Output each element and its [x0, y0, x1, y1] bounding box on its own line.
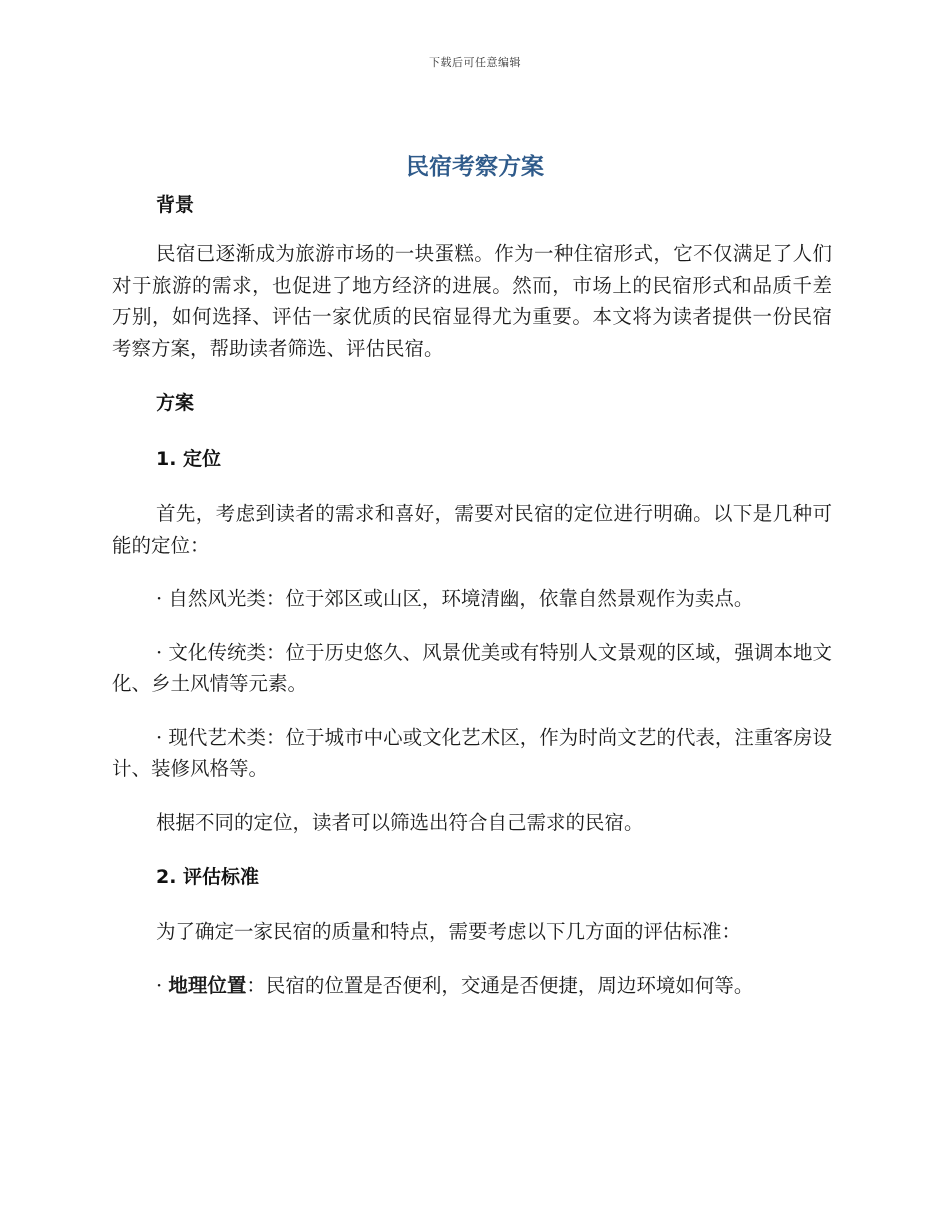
criteria-item-bullet: · — [156, 973, 169, 997]
section-heading-criteria: 2. 评估标准 — [156, 866, 260, 888]
section-heading-plan: 方案 — [156, 392, 195, 414]
positioning-item-modern-art: · 现代艺术类：位于城市中心或文化艺术区，作为时尚文艺的代表，注重客房设计、装修风格等。 — [112, 725, 832, 780]
page-header-note: 下载后可任意编辑 — [429, 56, 521, 69]
document-body — [112, 188, 832, 1001]
section-heading-background: 背景 — [156, 194, 195, 216]
criteria-item-location — [112, 970, 832, 1002]
background-paragraph: 民宿已逐渐成为旅游市场的一块蛋糕。作为一种住宿形式，它不仅满足了人们对于旅游的需求，也促进了地方经济的进展。然而，市场上的民宿形式和品质千差万别，如何选择、评估一家优质的民宿显得尤为重要。本文将为读者提供一份民宿考察方案，帮助读者筛选、评估民宿。 — [112, 242, 832, 360]
section-heading-positioning: 1. 定位 — [156, 448, 222, 470]
criteria-item-text: ：民宿的位置是否便利，交通是否便捷，周边环境如何等。 — [246, 973, 754, 997]
criteria-intro: 为了确定一家民宿的质量和特点，需要考虑以下几方面的评估标准： — [156, 920, 742, 943]
positioning-item-nature: · 自然风光类：位于郊区或山区，环境清幽，依靠自然景观作为卖点。 — [156, 587, 754, 610]
positioning-intro: 首先，考虑到读者的需求和喜好，需要对民宿的定位进行明确。以下是几种可能的定位： — [112, 502, 832, 557]
document-title: 民宿考察方案 — [406, 154, 544, 180]
criteria-item-term: 地理位置 — [168, 973, 247, 997]
positioning-conclusion: 根据不同的定位，读者可以筛选出符合自己需求的民宿。 — [156, 810, 644, 834]
positioning-item-culture: · 文化传统类：位于历史悠久、风景优美或有特别人文景观的区域，强调本地文化、乡土风情等元素。 — [112, 640, 832, 695]
